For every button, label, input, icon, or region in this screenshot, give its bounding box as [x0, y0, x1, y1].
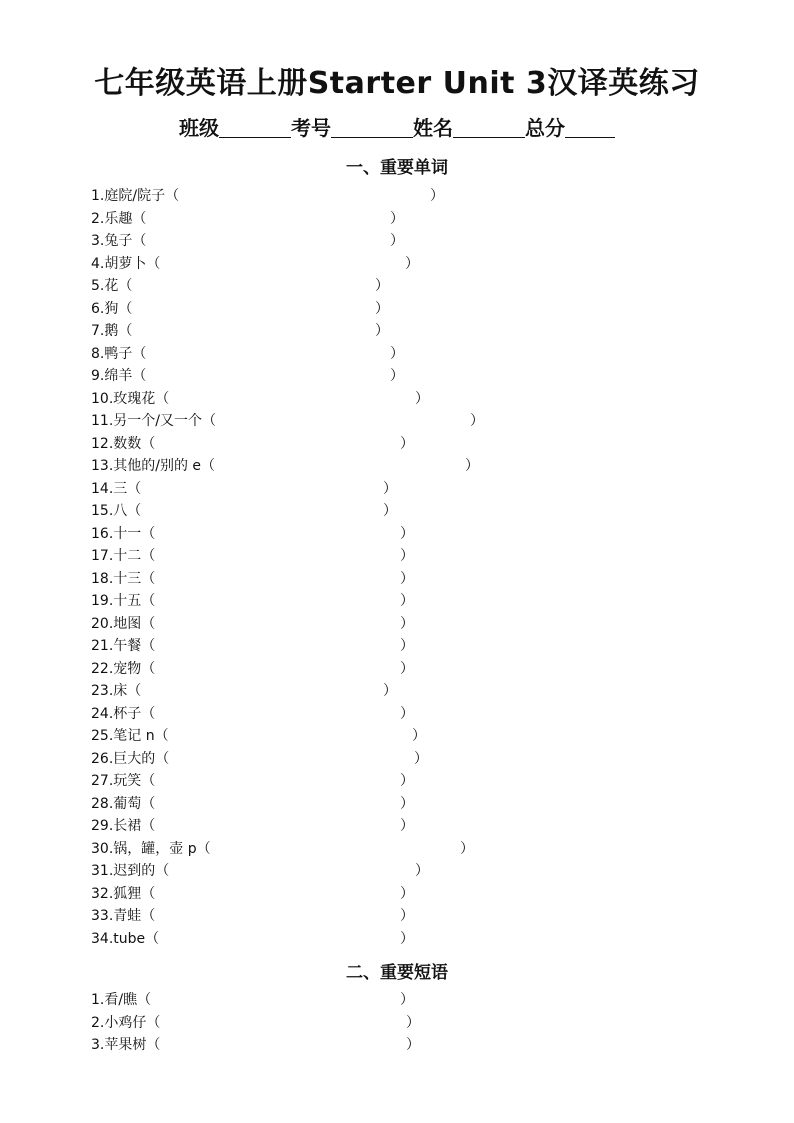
- list-item: [91, 748, 691, 771]
- close-paren: ）: [375, 300, 389, 317]
- list-item: [91, 1034, 691, 1057]
- item-prompt: 绵羊（: [104, 368, 147, 384]
- close-paren: ）: [460, 840, 474, 857]
- close-paren: ）: [400, 660, 414, 677]
- item-number: 33.: [91, 908, 114, 924]
- item-prompt: 宠物（: [113, 660, 156, 677]
- item-number: 29.: [91, 818, 114, 834]
- close-paren: ）: [400, 570, 414, 587]
- item-prompt: 另一个/又一个（: [113, 413, 216, 429]
- list-item: [91, 815, 691, 838]
- item-number: 34.: [91, 930, 114, 947]
- item-prompt: 十二（: [113, 548, 156, 564]
- close-paren: ）: [412, 728, 426, 744]
- item-number: 15.: [91, 503, 114, 519]
- close-paren: ）: [400, 818, 414, 834]
- item-number: 10.: [91, 390, 114, 407]
- total-score-blank[interactable]: [565, 117, 615, 138]
- item-prompt: 兔子（: [104, 233, 147, 249]
- list-item: [91, 500, 691, 523]
- list-item: [91, 230, 691, 253]
- item-number: 3.: [91, 233, 105, 249]
- item-number: 6.: [91, 300, 105, 317]
- item-number: 11.: [91, 413, 114, 429]
- item-prompt: 数数（: [113, 435, 156, 452]
- list-item: [91, 275, 691, 298]
- close-paren: ）: [400, 548, 414, 564]
- close-paren: ）: [400, 525, 414, 542]
- list-item: [91, 523, 691, 546]
- close-paren: ）: [383, 683, 397, 699]
- item-prompt: 迟到的（: [113, 863, 170, 879]
- item-number: 19.: [91, 593, 114, 609]
- item-prompt: 三（: [113, 480, 142, 497]
- list-item: [91, 989, 691, 1012]
- close-paren: ）: [470, 413, 484, 429]
- list-item: [91, 928, 691, 951]
- item-prompt: 午餐（: [113, 638, 156, 654]
- total-score-label: 总分: [525, 116, 565, 140]
- item-number: 5.: [91, 278, 105, 294]
- item-number: 13.: [91, 458, 114, 474]
- list-item: [91, 320, 691, 343]
- close-paren: ）: [400, 705, 414, 722]
- item-prompt: 玩笑（: [113, 773, 156, 789]
- item-prompt: 床（: [113, 683, 142, 699]
- close-paren: ）: [390, 210, 404, 227]
- list-item: [91, 725, 691, 748]
- item-number: 1.: [91, 992, 105, 1008]
- name-label: 姓名: [413, 116, 453, 140]
- list-item: [91, 635, 691, 658]
- item-number: 31.: [91, 863, 114, 879]
- close-paren: ）: [465, 458, 479, 474]
- item-prompt: tube（: [113, 930, 160, 947]
- list-item: [91, 455, 691, 478]
- list-item: [91, 613, 691, 636]
- list-item: [91, 433, 691, 456]
- list-item: [91, 770, 691, 793]
- close-paren: ）: [400, 773, 414, 789]
- list-item: [91, 1012, 691, 1035]
- item-number: 28.: [91, 795, 114, 812]
- item-prompt: 乐趣（: [104, 210, 147, 227]
- item-number: 12.: [91, 435, 114, 452]
- word-list: [91, 185, 691, 950]
- item-prompt: 巨大的（: [113, 750, 170, 767]
- item-prompt: 十三（: [113, 570, 156, 587]
- item-number: 21.: [91, 638, 114, 654]
- item-prompt: 狐狸（: [113, 885, 156, 902]
- item-prompt: 笔记 n（: [113, 728, 169, 744]
- close-paren: ）: [400, 885, 414, 902]
- close-paren: ）: [400, 795, 414, 812]
- list-item: [91, 343, 691, 366]
- close-paren: ）: [390, 233, 404, 249]
- item-prompt: 锅，罐，壶 p（: [113, 840, 211, 857]
- close-paren: ）: [400, 615, 414, 632]
- item-number: 1.: [91, 188, 105, 204]
- item-number: 25.: [91, 728, 114, 744]
- item-prompt: 地图（: [113, 615, 156, 632]
- list-item: [91, 388, 691, 411]
- class-label: 班级: [179, 116, 219, 140]
- list-item: [91, 658, 691, 681]
- close-paren: ）: [415, 390, 429, 407]
- close-paren: ）: [400, 435, 414, 452]
- item-number: 27.: [91, 773, 114, 789]
- item-number: 23.: [91, 683, 114, 699]
- item-prompt: 鸭子（: [104, 345, 147, 362]
- item-prompt: 苹果树（: [104, 1037, 161, 1053]
- item-number: 16.: [91, 525, 114, 542]
- close-paren: ）: [390, 345, 404, 362]
- list-item: [91, 208, 691, 231]
- item-prompt: 十五（: [113, 593, 156, 609]
- item-prompt: 八（: [113, 503, 142, 519]
- item-prompt: 十一（: [113, 525, 156, 542]
- close-paren: ）: [406, 1014, 420, 1031]
- close-paren: ）: [406, 1037, 420, 1053]
- name-blank[interactable]: [453, 117, 525, 138]
- item-prompt: 玫瑰花（: [113, 390, 170, 407]
- phrase-list: [91, 989, 691, 1057]
- close-paren: ）: [405, 255, 419, 272]
- list-item: [91, 545, 691, 568]
- list-item: [91, 883, 691, 906]
- item-number: 9.: [91, 368, 105, 384]
- item-prompt: 鹅（: [104, 323, 133, 339]
- close-paren: ）: [414, 750, 428, 767]
- list-item: [91, 590, 691, 613]
- item-number: 3.: [91, 1037, 105, 1053]
- page-title: 七年级英语上册Starter Unit 3汉译英练习: [94, 66, 700, 101]
- close-paren: ）: [390, 368, 404, 384]
- exam-number-label: 考号: [291, 116, 331, 140]
- item-number: 17.: [91, 548, 114, 564]
- close-paren: ）: [383, 503, 397, 519]
- item-prompt: 看/瞧（: [104, 992, 152, 1008]
- close-paren: ）: [400, 638, 414, 654]
- item-number: 8.: [91, 345, 105, 362]
- exam-number-blank[interactable]: [331, 117, 413, 138]
- item-number: 22.: [91, 660, 114, 677]
- item-prompt: 花（: [104, 278, 133, 294]
- item-number: 2.: [91, 210, 105, 227]
- close-paren: ）: [400, 908, 414, 924]
- list-item: [91, 793, 691, 816]
- item-prompt: 杯子（: [113, 705, 156, 722]
- item-prompt: 庭院/院子（: [104, 188, 180, 204]
- item-number: 30.: [91, 840, 114, 857]
- item-number: 20.: [91, 615, 114, 632]
- close-paren: ）: [400, 930, 414, 947]
- item-prompt: 长裙（: [113, 818, 156, 834]
- close-paren: ）: [415, 863, 429, 879]
- item-number: 18.: [91, 570, 114, 587]
- item-prompt: 小鸡仔（: [104, 1014, 161, 1031]
- section-heading-phrases: 二、重要短语: [346, 963, 448, 983]
- item-prompt: 其他的/别的 e（: [113, 458, 216, 474]
- item-number: 24.: [91, 705, 114, 722]
- list-item: [91, 298, 691, 321]
- item-number: 32.: [91, 885, 114, 902]
- item-number: 26.: [91, 750, 114, 767]
- list-item: [91, 478, 691, 501]
- item-prompt: 胡萝卜（: [104, 255, 161, 272]
- close-paren: ）: [383, 480, 397, 497]
- list-item: [91, 680, 691, 703]
- item-number: 2.: [91, 1014, 105, 1031]
- student-info-line: [0, 112, 794, 141]
- section-heading-words: 一、重要单词: [346, 158, 448, 178]
- item-number: 14.: [91, 480, 114, 497]
- close-paren: ）: [400, 593, 414, 609]
- list-item: [91, 703, 691, 726]
- item-prompt: 狗（: [104, 300, 133, 317]
- list-item: [91, 860, 691, 883]
- item-prompt: 葡萄（: [113, 795, 156, 812]
- close-paren: ）: [375, 323, 389, 339]
- item-number: 4.: [91, 255, 105, 272]
- list-item: [91, 365, 691, 388]
- list-item: [91, 568, 691, 591]
- close-paren: ）: [400, 992, 414, 1008]
- list-item: [91, 905, 691, 928]
- list-item: [91, 253, 691, 276]
- list-item: [91, 410, 691, 433]
- close-paren: ）: [430, 188, 444, 204]
- close-paren: ）: [375, 278, 389, 294]
- class-blank[interactable]: [219, 117, 291, 138]
- list-item: [91, 838, 691, 861]
- item-number: 7.: [91, 323, 105, 339]
- list-item: [91, 185, 691, 208]
- item-prompt: 青蛙（: [113, 908, 156, 924]
